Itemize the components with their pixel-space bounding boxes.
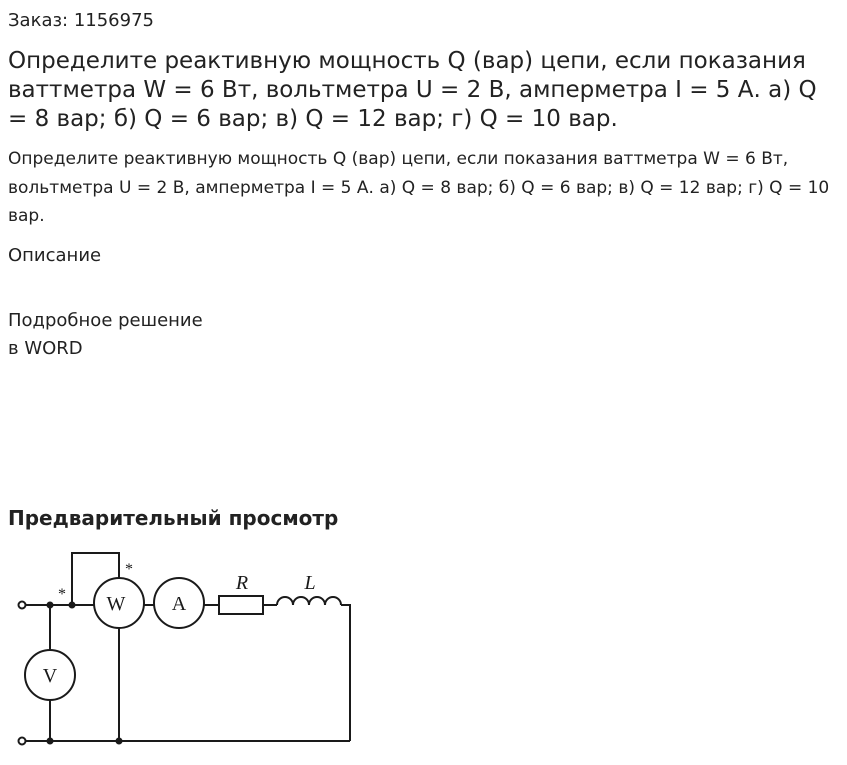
solution-note [8,307,203,363]
terminal-top [19,602,26,609]
junction-dot [69,602,76,609]
circuit-diagram [14,545,359,755]
page-title: Определите реактивную мощность Q (вар) цепи, если показания ваттметра W = 6 Вт, вольтметра U = 2 В, амперметра I = 5 А. а) Q = 8 вар; б) Q = 6 вар; в) Q = 12 вар; г) Q = 10 вар. [8,48,817,132]
voltage-coil-star: * [125,561,133,578]
resistor-symbol [219,596,263,614]
junction-dot [47,738,54,745]
solution-line-1: Подробное решение [8,310,203,331]
preview-heading: Предварительный просмотр [8,506,339,530]
problem-text: Определите реактивную мощность Q (вар) цепи, если показания ваттметра W = 6 Вт, вольтметра U = 2 В, амперметра I = 5 А. а) Q = 8 вар; б) Q = 6 вар; в) Q = 12 вар; г) Q = 10 вар. [8,149,830,226]
junction-dot [47,602,54,609]
inductor-symbol [277,597,341,605]
resistor-label: R [235,572,249,594]
current-coil-star: * [58,586,66,603]
voltmeter-label: V [42,665,58,687]
solution-line-2: в WORD [8,338,83,359]
order-number: Заказ: 1156975 [8,10,154,31]
wire-right [341,605,350,741]
terminal-bottom [19,738,26,745]
inductor-label: L [304,572,316,594]
ammeter-label: A [171,593,187,615]
junction-dot [116,738,123,745]
wattmeter-label: W [106,593,126,615]
description-label: Описание [8,245,102,266]
